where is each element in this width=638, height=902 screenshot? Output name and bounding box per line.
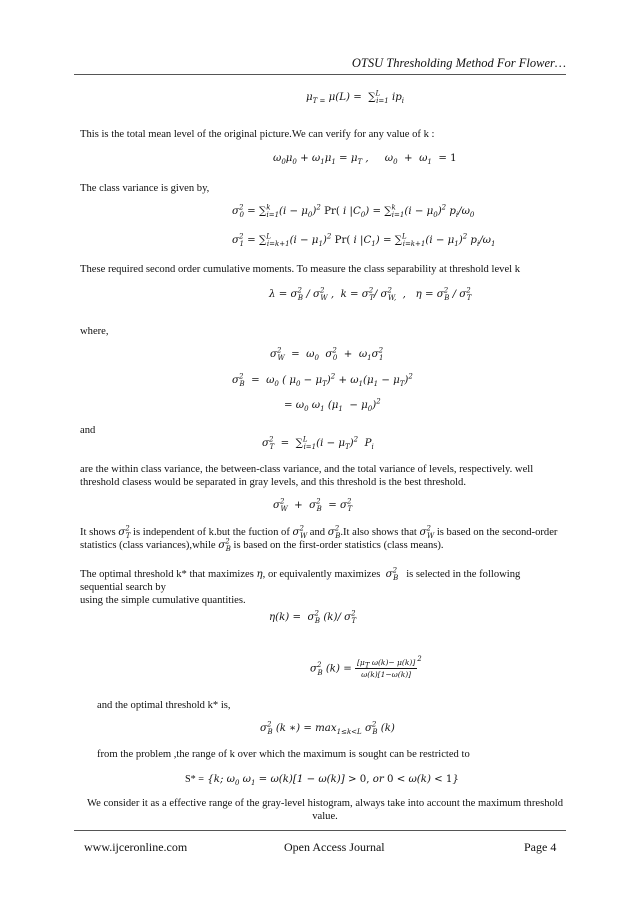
paragraph-and: and [80,425,96,436]
footer-page-number: Page 4 [524,840,557,854]
text-segment: is based on the second-order statistics (class variances),while [80,527,558,551]
equation-optimal-k: $\sigma^2_B$ (k ∗) = $\max_{1\le k<L} \sigma^2_B$ (k) [260,720,395,737]
equation-between-variance-k: $\sigma^2_B$ (k) = $\frac{[\mu_T \omega(k)- \mu(k)]}{\omega(k)[1-\omega(k)]}$ $^2$ [310,655,422,679]
header-rule [74,74,566,75]
paragraph-independence: It shows $\sigma^2_T$ is independent of k.but the fuction of $\sigma^2_W$ and $\sigma^2_B.It$ also shows that $\sigma^2_W$ is based on the second-order statistics (class variances),while $\sigma^2_B$ is based on the first-order statistics (class means). [80,524,558,554]
text-segment: is based on the first-order statistics (class means). [233,540,444,551]
equation-variance-class1: $\sigma^2_1 = \sum^L_{i=k+1}(i - \mu_1)^2$ Pr( i $|C_1) = \sum^L_{i=k+1}(i - \mu_1)^2$ $p_i/\omega_1$ [232,232,496,249]
text-segment: .It also shows that [340,527,417,538]
equation-between-variance-simplified: = $\omega_0$ $\omega_1$ $(\mu_1 - \mu_0)^2$ [284,397,381,414]
paragraph-optimal-threshold: The optimal threshold k* that maximizes η, or equivalently maximizes $\sigma^2_B$ is selected in the following sequential search by using the simple cumulative quantities. [80,566,521,606]
paragraph-where: where, [80,326,109,337]
footer-rule [74,830,566,831]
equation-within-variance: $\sigma^2_W = \omega_0$ $\sigma^2_0 + \omega_1\sigma^2_1$ [270,346,384,363]
paragraph-effective-range: We consider it as a effective range of the gray-level histogram, always take into account the maximum threshold value. [86,798,564,822]
paragraph-separability: These required second order cumulative moments. To measure the class separability at threshold level k [80,264,521,275]
paragraph-variances: are the within class variance, the between-class variance, and the total variance of levels, respectively. well threshold clasess would be separated in gray levels, and this threshold is the best threshold. [80,464,534,488]
paragraph-range: from the problem ,the range of k over which the maximum is sought can be restricted to [97,749,470,760]
text-segment: The optimal threshold k* that maximizes [80,569,254,580]
equation-range-set: S* = {k; $\omega_0$ $\omega_1 = \omega(k)[1 - \omega(k)] > 0$, or 0 < ω(k) < 1} [185,774,459,788]
paragraph-total-mean: This is the total mean level of the original picture.We can verify for any value of k : [80,129,435,140]
equation-mean-identity: $\omega_0\mu_0 + \omega_1\mu_1 = \mu_T$ , $\omega_0 + \omega_1 = 1$ [273,153,457,167]
equation-total-mean: $\mu_{T =}$ μ(L) = ∑$^L_{i=1}$ $ip_i$ [306,89,405,106]
text-segment: is selected in the following sequential search by [80,569,521,593]
text-segment: using the simple cumulative quantities. [80,595,246,606]
footer-journal: Open Access Journal [284,840,385,854]
running-header: OTSU Thresholding Method For Flower… [351,56,566,70]
equation-variance-sum: $\sigma^2_W + \sigma^2_B = \sigma^2_T$ [273,497,353,514]
footer-website[interactable]: www.ijceronline.com [84,840,188,854]
text-segment: , or equivalently maximizes [262,569,381,580]
equation-eta-k: $\eta(k) = \sigma^2_B$ (k)/ $\sigma^2_T$ [269,609,357,626]
equation-total-variance: $\sigma^2_T = \sum^L_{i=1}(i - \mu_T)^2$ $P_i$ [262,435,374,452]
equation-variance-class0: $\sigma^2_0 = \sum^k_{i=1}(i - \mu_0)^2$ Pr( i $|C_0) = \sum^k_{i=1}(i - \mu_0)^2$ $p_i/\omega_0$ [232,203,475,220]
text-segment: is independent of k.but the fuction of [133,527,290,538]
text-segment: and [309,527,326,538]
paragraph-optimal-k: and the optimal threshold k* is, [97,700,231,711]
paragraph-class-variance: The class variance is given by, [80,183,210,194]
equation-criteria: $\lambda = \sigma^2_B / \sigma^2_W$ , $k = \sigma^2_T/$ $\sigma^2_{W,}$ , $\eta = \sigma^2_B / \sigma^2_T$ [269,286,472,303]
equation-between-variance: $\sigma^2_B = \omega_0$ ( $\mu_0 - \mu_T)^2 + \omega_1(\mu_1 - \mu_T)^2$ [232,372,413,389]
text-segment: It shows [80,527,116,538]
